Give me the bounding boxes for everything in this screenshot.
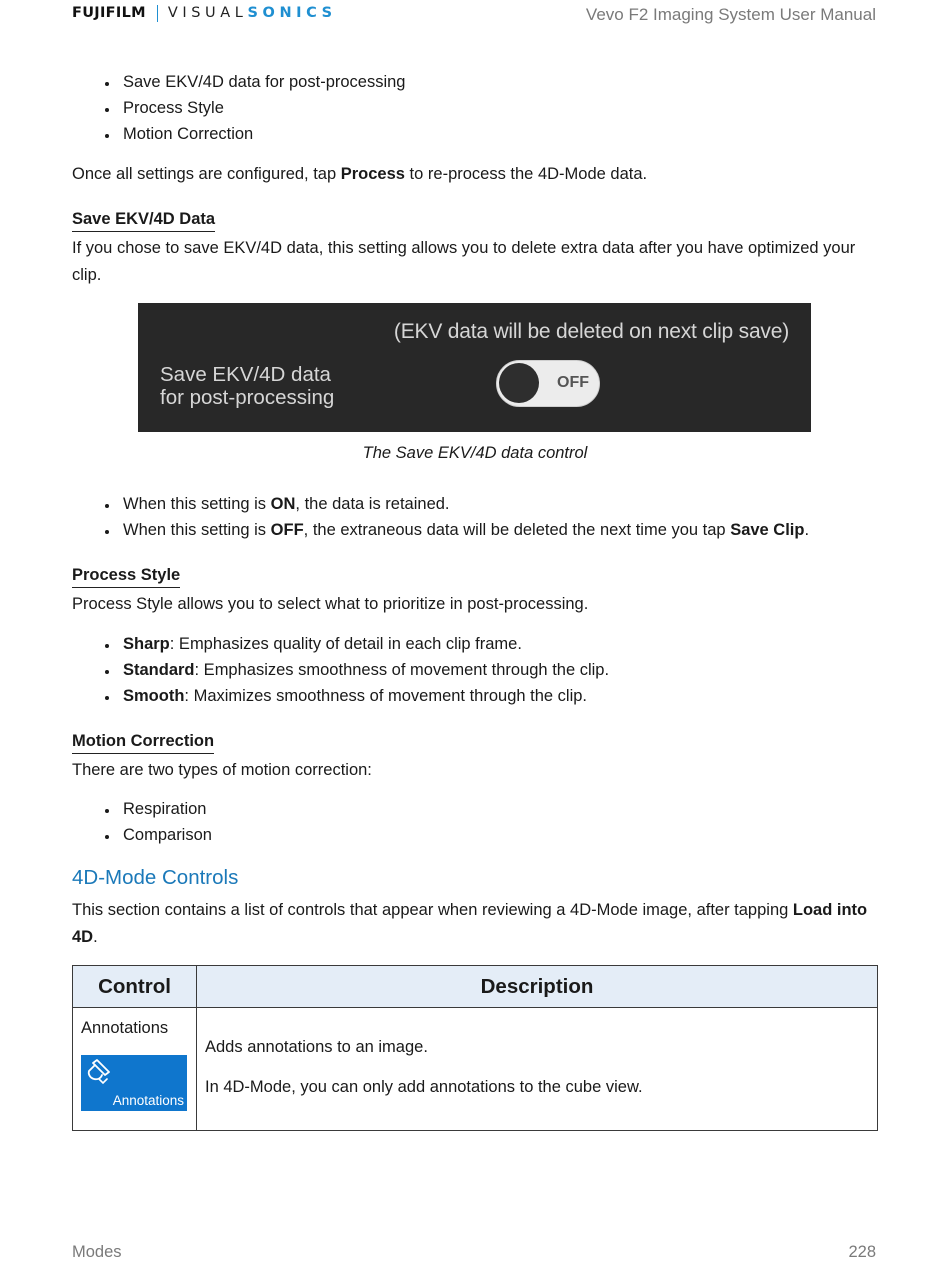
- save-ekv-bullets: [72, 491, 809, 543]
- bullet-term-off: OFF: [270, 521, 304, 539]
- toggle-state-label: OFF: [557, 374, 589, 391]
- bullet-text: When this setting is: [123, 495, 271, 513]
- term-sharp: Sharp: [123, 635, 170, 653]
- save-ekv-heading: Save EKV/4D Data: [72, 207, 215, 232]
- term-smooth: Smooth: [123, 687, 185, 705]
- bullet-text: .: [804, 521, 810, 539]
- save-ekv-label-line2: for post-processing: [160, 386, 335, 409]
- process-style-list: [72, 631, 609, 709]
- description-cell: [197, 1008, 878, 1131]
- intro-process-term: Process: [340, 165, 405, 183]
- list-item: [72, 517, 809, 543]
- table-header-row: [73, 966, 878, 1008]
- bullet-text: , the data is retained.: [295, 495, 450, 513]
- intro-paragraph: [72, 161, 882, 188]
- annotations-icon: [85, 1059, 115, 1087]
- settings-list: [72, 69, 405, 147]
- controls-text-end: .: [93, 928, 98, 946]
- list-item: [72, 657, 609, 683]
- motion-correction-paragraph: There are two types of motion correction:: [72, 761, 372, 779]
- logo-fujifilm: FUJIFILM: [72, 5, 146, 21]
- annotations-button[interactable]: [81, 1055, 187, 1111]
- logo-sonics: SONICS: [247, 5, 337, 21]
- list-item: [72, 683, 609, 709]
- save-ekv-paragraph: If you chose to save EKV/4D data, this setting allows you to delete extra data after you have optimized your clip.: [72, 239, 856, 284]
- bullet-term-save-clip: Save Clip: [730, 521, 805, 539]
- intro-text-end: to re-process the 4D-Mode data.: [404, 165, 648, 183]
- controls-paragraph: [72, 897, 882, 951]
- term-desc: : Emphasizes quality of detail in each clip frame.: [169, 635, 522, 653]
- manual-title: Vevo F2 Imaging System User Manual: [585, 5, 876, 24]
- process-style-paragraph: Process Style allows you to select what to prioritize in post-processing.: [72, 595, 589, 613]
- logo-visual: VISUAL: [167, 5, 248, 21]
- save-ekv-toggle[interactable]: [496, 360, 600, 407]
- brand-logo: [72, 3, 337, 23]
- bullet-text: , the extraneous data will be deleted the next time you tap: [303, 521, 731, 539]
- intro-text: Once all settings are configured, tap: [72, 165, 341, 183]
- logo-divider: [157, 5, 158, 22]
- control-name: Annotations: [81, 1019, 169, 1037]
- controls-heading: 4D-Mode Controls: [72, 866, 239, 889]
- save-ekv-control-figure: [138, 303, 811, 432]
- description-line-1: Adds annotations to an image.: [205, 1038, 428, 1056]
- process-style-heading: Process Style: [72, 563, 180, 588]
- term-desc: : Emphasizes smoothness of movement through the clip.: [194, 661, 610, 679]
- list-item: Save EKV/4D data for post-processing: [72, 69, 405, 95]
- delete-warning-note: (EKV data will be deleted on next clip save): [393, 320, 789, 343]
- motion-correction-list: [72, 796, 212, 848]
- list-item: Comparison: [72, 822, 212, 848]
- controls-text: This section contains a list of controls that appear when reviewing a 4D-Mode image, after tapping: [72, 901, 793, 919]
- term-desc: : Maximizes smoothness of movement through the clip.: [184, 687, 588, 705]
- column-header-description: Description: [197, 966, 878, 1008]
- table-row: [73, 1008, 878, 1131]
- annotations-button-label: Annotations: [112, 1093, 184, 1108]
- column-header-control: Control: [73, 966, 197, 1008]
- list-item: Respiration: [72, 796, 212, 822]
- bullet-term-on: ON: [270, 495, 296, 513]
- footer-section-name: Modes: [72, 1243, 122, 1261]
- term-standard: Standard: [123, 661, 195, 679]
- save-ekv-label: [160, 363, 380, 409]
- list-item: Motion Correction: [72, 121, 405, 147]
- description-line-2: In 4D-Mode, you can only add annotations to the cube view.: [205, 1078, 643, 1096]
- footer-page-number: 228: [848, 1243, 876, 1261]
- list-item: [72, 631, 609, 657]
- logo-visualsonics: [168, 5, 337, 21]
- list-item: [72, 491, 809, 517]
- bullet-text: When this setting is: [123, 521, 271, 539]
- figure-caption: The Save EKV/4D data control: [362, 444, 588, 462]
- save-ekv-label-line1: Save EKV/4D data: [160, 363, 331, 386]
- motion-correction-heading: Motion Correction: [72, 729, 214, 754]
- control-cell: [73, 1008, 197, 1131]
- list-item: Process Style: [72, 95, 405, 121]
- controls-table: [72, 965, 878, 1131]
- controls-load-term: Load into 4D: [72, 901, 868, 946]
- toggle-knob: [499, 363, 539, 403]
